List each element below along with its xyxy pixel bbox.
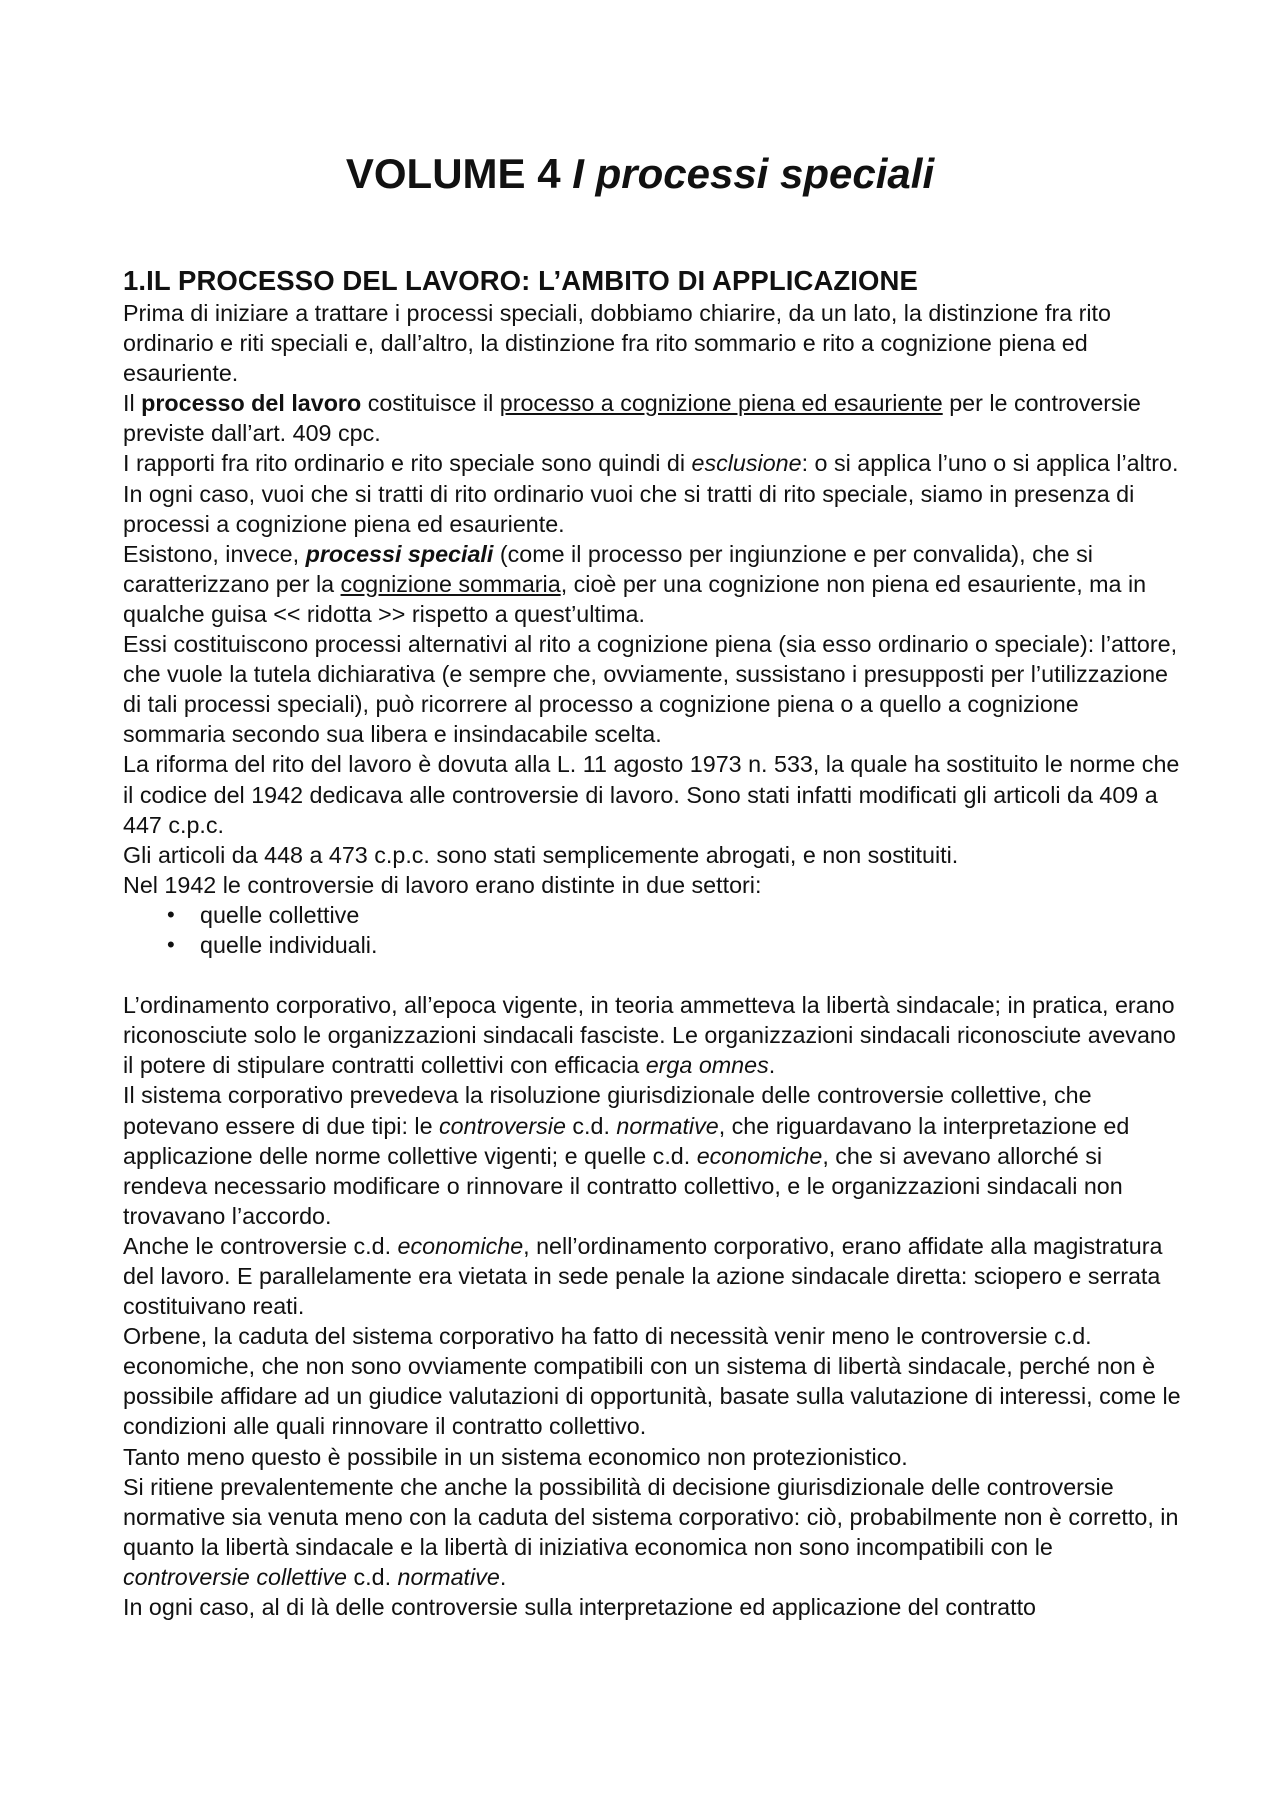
title-italic: I processi speciali <box>572 150 935 197</box>
paragraph-2 <box>123 388 1183 448</box>
p9-italic-term: erga omnes <box>645 1052 769 1079</box>
paragraph-13: Tanto meno questo è possibile in un sistema economico non protezionistico. <box>123 1443 908 1470</box>
p10-text-e: , che riguardavano la interpretazione ed applicazione delle norme collettive vigenti; e quelle c.d. <box>123 1112 1130 1169</box>
paragraph-10 <box>123 1080 1183 1230</box>
p2-text-a: Il <box>123 390 142 417</box>
list-item-text: quelle individuali. <box>200 931 378 958</box>
paragraph-4 <box>123 539 1183 629</box>
p2-underlined-term: processo a cognizione piena ed esauriente <box>499 390 943 417</box>
list-item-text: quelle collettive <box>200 901 360 928</box>
p10-text-c: c.d. <box>565 1112 617 1139</box>
p4-bolditalic-term: processi speciali <box>305 540 494 567</box>
p3-italic-term: esclusione <box>691 450 802 477</box>
p4-underlined-term: cognizione sommaria <box>340 570 561 597</box>
paragraph-6: La riforma del rito del lavoro è dovuta alla L. 11 agosto 1973 n. 533, la quale ha sostituito le norme che il codice del 1942 dedicava alle controversie di lavoro. Sono stati infatti modificati gli articoli da 409 a 447 c.p.c. <box>123 751 1180 838</box>
p14-text-a: Si ritiene prevalentemente che anche la possibilità di decisione giurisdizionale delle controversie normative sia venuta meno con la caduta del sistema corporativo: ciò, probabilmente non è corretto, in quanto la libertà sindacale e la libertà di iniziativa economica non sono incompatibili con le <box>123 1473 1179 1560</box>
p2-text-c: costituisce il <box>361 390 500 417</box>
p2-bold-term: processo del lavoro <box>141 390 362 417</box>
bullet-icon: • <box>167 931 175 957</box>
page-title <box>0 148 1280 200</box>
p11-text-a: Anche le controversie c.d. <box>123 1232 398 1259</box>
p3-text-a: I rapporti fra rito ordinario e rito speciale sono quindi di <box>123 450 692 477</box>
title-prefix: VOLUME 4 <box>345 150 573 197</box>
p9-text-a: L’ordinamento corporativo, all’epoca vigente, in teoria ammetteva la libertà sindacale; in pratica, erano riconosciute solo le organizzazioni sindacali fasciste. Le organizzazioni sindacali riconosciute avevano il potere di stipulare contratti collettivi con efficacia <box>123 992 1176 1079</box>
p14-italic-collettive: controversie collettive <box>123 1563 348 1590</box>
p14-italic-normative: normative <box>397 1563 500 1590</box>
list-item <box>123 900 1183 930</box>
paragraph-9 <box>123 990 1183 1080</box>
p10-italic-controversie: controversie <box>439 1112 566 1139</box>
list-item <box>123 930 1183 960</box>
p10-italic-economiche: economiche <box>696 1142 823 1169</box>
p11-italic-term: economiche <box>397 1232 524 1259</box>
p11-text-c: , nell’ordinamento corporativo, erano affidate alla magistratura del lavoro. E parallelamente era vietata in sede penale la azione sindacale diretta: sciopero e serrata costituivano reati. <box>123 1232 1163 1320</box>
paragraph-7: Gli articoli da 448 a 473 c.p.c. sono stati semplicemente abrogati, e non sostituiti. <box>123 841 959 868</box>
p14-text-c: c.d. <box>347 1563 398 1590</box>
bullet-icon: • <box>167 901 175 927</box>
blank-line <box>123 960 1183 990</box>
section-heading: 1.IL PROCESSO DEL LAVORO: L’AMBITO DI APPLICAZIONE <box>123 265 918 296</box>
paragraph-15: In ogni caso, al di là delle controversie sulla interpretazione ed applicazione del contratto <box>123 1594 1037 1621</box>
p9-text-c: . <box>768 1052 776 1079</box>
p4-text-a: Esistono, invece, <box>123 540 306 567</box>
p4-text-c: (come il processo per ingiunzione e per convalida), che si caratterizzano per la <box>123 540 1093 597</box>
paragraph-3 <box>123 448 1183 538</box>
p4-text-e: , cioè per una cognizione non piena ed esauriente, ma in qualche guisa << ridotta >> rispetto a quest’ultima. <box>123 570 1147 627</box>
p3-text-c: : o si applica l’uno o si applica l’altro. In ogni caso, vuoi che si tratti di rito ordinario vuoi che si tratti di rito speciale, siamo in presenza di processi a cognizione piena ed esauriente. <box>123 450 1179 537</box>
paragraph-5: Essi costituiscono processi alternativi al rito a cognizione piena (sia esso ordinario o speciale): l’attore, che vuole la tutela dichiarativa (e sempre che, ovviamente, sussistano i presupposti per l’utilizzazione di tali processi speciali), può ricorrere al processo a cognizione piena o a quello a cognizione sommaria secondo sua libera e insindacabile scelta. <box>123 631 1178 748</box>
paragraph-14 <box>123 1472 1183 1592</box>
p10-text-a: Il sistema corporativo prevedeva la risoluzione giurisdizionale delle controversie collettive, che potevano essere di due tipi: le <box>123 1082 1092 1139</box>
document-body <box>123 264 1183 1622</box>
p10-italic-normative: normative <box>616 1112 719 1139</box>
bullet-list <box>123 900 1183 960</box>
paragraph-11 <box>123 1231 1183 1321</box>
paragraph-8: Nel 1942 le controversie di lavoro erano distinte in due settori: <box>123 871 762 898</box>
paragraph-1: Prima di iniziare a trattare i processi speciali, dobbiamo chiarire, da un lato, la distinzione fra rito ordinario e riti speciali e, dall’altro, la distinzione fra rito sommario e rito a cognizione piena ed esauriente. <box>123 300 1111 387</box>
paragraph-12: Orbene, la caduta del sistema corporativo ha fatto di necessità venir meno le controversie c.d. economiche, che non sono ovviamente compatibili con un sistema di libertà sindacale, perché non è possibile affidare ad un giudice valutazioni di opportunità, basate sulla valutazione di interessi, come le condizioni alle quali rinnovare il contratto collettivo. <box>123 1323 1181 1440</box>
p2-text-e: per le controversie previste dall’art. 409 cpc. <box>123 390 1141 447</box>
p14-text-e: . <box>499 1563 507 1590</box>
p10-text-g: , che si avevano allorché si rendeva necessario modificare o rinnovare il contratto collettivo, e le organizzazioni sindacali non trovavano l’accordo. <box>123 1142 1123 1229</box>
